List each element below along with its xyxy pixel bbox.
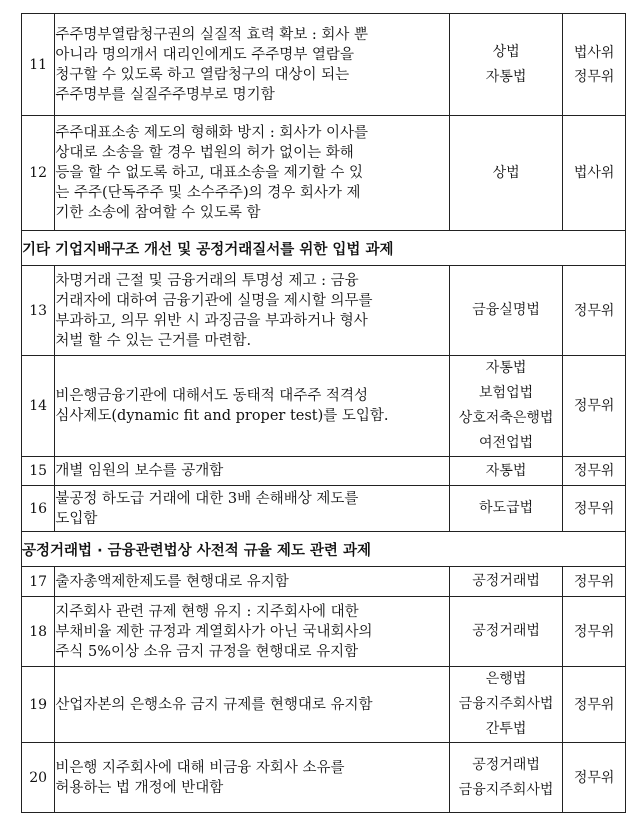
description-line: 지주회사 관련 규제 현행 유지 : 지주회사에 대한 [55, 603, 359, 620]
table-body [22, 14, 626, 813]
committee-name: 정무위 [573, 302, 615, 319]
committee [563, 14, 626, 116]
item-description [55, 116, 450, 231]
committee [563, 266, 626, 356]
item-description [55, 743, 450, 813]
description-line: 아니라 명의개서 대리인에게도 주주명부 열람을 [55, 46, 354, 63]
law-name: 간투법 [485, 721, 527, 737]
item-description [55, 667, 450, 743]
committee-name: 법사위 [573, 165, 615, 181]
item-number: 18 [22, 597, 55, 667]
table-row [22, 14, 626, 116]
related-law [449, 567, 562, 597]
committee [563, 743, 626, 813]
related-law [449, 14, 562, 116]
committee [563, 457, 626, 486]
description-line: 도입함 [55, 510, 98, 527]
description-line: 개별 임원의 보수를 공개함 [55, 463, 224, 479]
committee-name: 정무위 [573, 769, 615, 786]
law-name: 공정거래법 [472, 573, 540, 589]
related-law [449, 356, 562, 457]
related-law [449, 597, 562, 667]
item-description [55, 486, 450, 532]
description-line: 심사제도(dynamic fit and proper test)를 도입함. [55, 408, 389, 424]
law-name: 여전업법 [479, 435, 534, 451]
law-name: 보험업법 [479, 385, 534, 401]
law-name: 공정거래법 [472, 623, 540, 639]
law-name: 공정거래법 [472, 756, 540, 773]
description-line: 거래자에 대하여 금융기관에 실명을 제시할 의무를 [55, 292, 373, 309]
law-name: 상호저축은행법 [458, 410, 554, 426]
table-row [22, 116, 626, 231]
section-title: 기타 기업지배구조 개선 및 공정거래질서를 위한 입법 과제 [22, 231, 626, 266]
section-header-row [22, 532, 626, 567]
related-law [449, 457, 562, 486]
description-line: 주식 5%이상 소유 금지 규정을 현행대로 유지함 [55, 643, 359, 660]
item-description [55, 567, 450, 597]
table-row [22, 667, 626, 743]
law-name: 상법 [492, 43, 520, 60]
committee [563, 567, 626, 597]
description-line: 주주명부를 실질주주명부로 명기함 [55, 86, 275, 103]
table-row [22, 356, 626, 457]
law-name: 상법 [492, 164, 520, 181]
committee-name: 정무위 [573, 463, 615, 479]
committee-name: 정무위 [573, 623, 615, 640]
legislation-table [21, 13, 626, 813]
item-description [55, 356, 450, 457]
committee-name: 정무위 [573, 573, 615, 590]
committee-name: 정무위 [573, 398, 615, 414]
item-number: 16 [22, 486, 55, 532]
related-law [449, 116, 562, 231]
committee [563, 486, 626, 532]
section-title: 공정거래법 · 금융관련법상 사전적 규율 제도 관련 과제 [22, 532, 626, 567]
item-description [55, 457, 450, 486]
table-row [22, 266, 626, 356]
item-number: 20 [22, 743, 55, 813]
description-line: 비은행금융기관에 대해서도 동태적 대주주 적격성 [55, 388, 368, 404]
description-line: 허용하는 법 개정에 반대함 [55, 779, 224, 796]
description-line: 상대로 소송을 할 경우 법원의 허가 없이는 화해 [55, 145, 354, 161]
table-row [22, 486, 626, 532]
law-name: 금융지주회사법 [458, 781, 554, 798]
table-row [22, 743, 626, 813]
description-line: 출자총액제한제도를 현행대로 유지함 [55, 573, 289, 590]
description-line: 는 주주(단독주주 및 소수주주)의 경우 회사가 제 [55, 185, 361, 201]
description-line: 처벌 할 수 있는 근거를 마련함. [55, 332, 252, 349]
description-line: 청구할 수 있도록 하고 열람청구의 대상이 되는 [55, 66, 350, 83]
committee [563, 597, 626, 667]
description-line: 차명거래 근절 및 금융거래의 투명성 제고 : 금융 [55, 272, 359, 289]
table-row [22, 597, 626, 667]
law-name: 자통법 [485, 360, 527, 376]
law-name: 하도급법 [479, 500, 534, 516]
committee [563, 356, 626, 457]
law-name: 금융실명법 [472, 302, 540, 318]
table-row [22, 457, 626, 486]
description-line: 주주대표소송 제도의 형해화 방지 : 회사가 이사를 [55, 125, 369, 141]
item-number: 17 [22, 567, 55, 597]
related-law [449, 486, 562, 532]
item-description [55, 14, 450, 116]
committee [563, 116, 626, 231]
description-line: 기한 소송에 참여할 수 있도록 함 [55, 205, 261, 221]
committee-name: 정무위 [573, 696, 615, 713]
committee-name: 법사위 [573, 44, 615, 61]
related-law [449, 743, 562, 813]
item-description [55, 266, 450, 356]
law-name: 자통법 [485, 462, 527, 479]
item-number: 12 [22, 116, 55, 231]
committee-name: 정무위 [573, 68, 615, 85]
description-line: 불공정 하도급 거래에 대한 3배 손해배상 제도를 [55, 490, 359, 507]
item-number: 11 [22, 14, 55, 116]
related-law [449, 266, 562, 356]
description-line: 주주명부열람청구권의 실질적 효력 확보 : 회사 뿐 [55, 26, 369, 43]
description-line: 부채비율 제한 규정과 계열회사가 아닌 국내회사의 [55, 623, 373, 640]
section-header-row [22, 231, 626, 266]
law-name: 은행법 [485, 671, 527, 687]
item-number: 13 [22, 266, 55, 356]
item-number: 15 [22, 457, 55, 486]
law-name: 금융지주회사법 [458, 696, 554, 712]
description-line: 산업자본의 은행소유 금지 규제를 현행대로 유지함 [55, 696, 373, 713]
item-number: 14 [22, 356, 55, 457]
related-law [449, 667, 562, 743]
committee [563, 667, 626, 743]
item-description [55, 597, 450, 667]
item-number: 19 [22, 667, 55, 743]
law-name: 자통법 [485, 68, 527, 85]
description-line: 비은행 지주회사에 대해 비금융 자회사 소유를 [55, 759, 345, 776]
description-line: 등을 할 수 없도록 하고, 대표소송을 제기할 수 있 [55, 165, 363, 181]
description-line: 부과하고, 의무 위반 시 과징금을 부과하거나 형사 [55, 312, 368, 329]
table-row [22, 567, 626, 597]
committee-name: 정무위 [573, 500, 615, 517]
